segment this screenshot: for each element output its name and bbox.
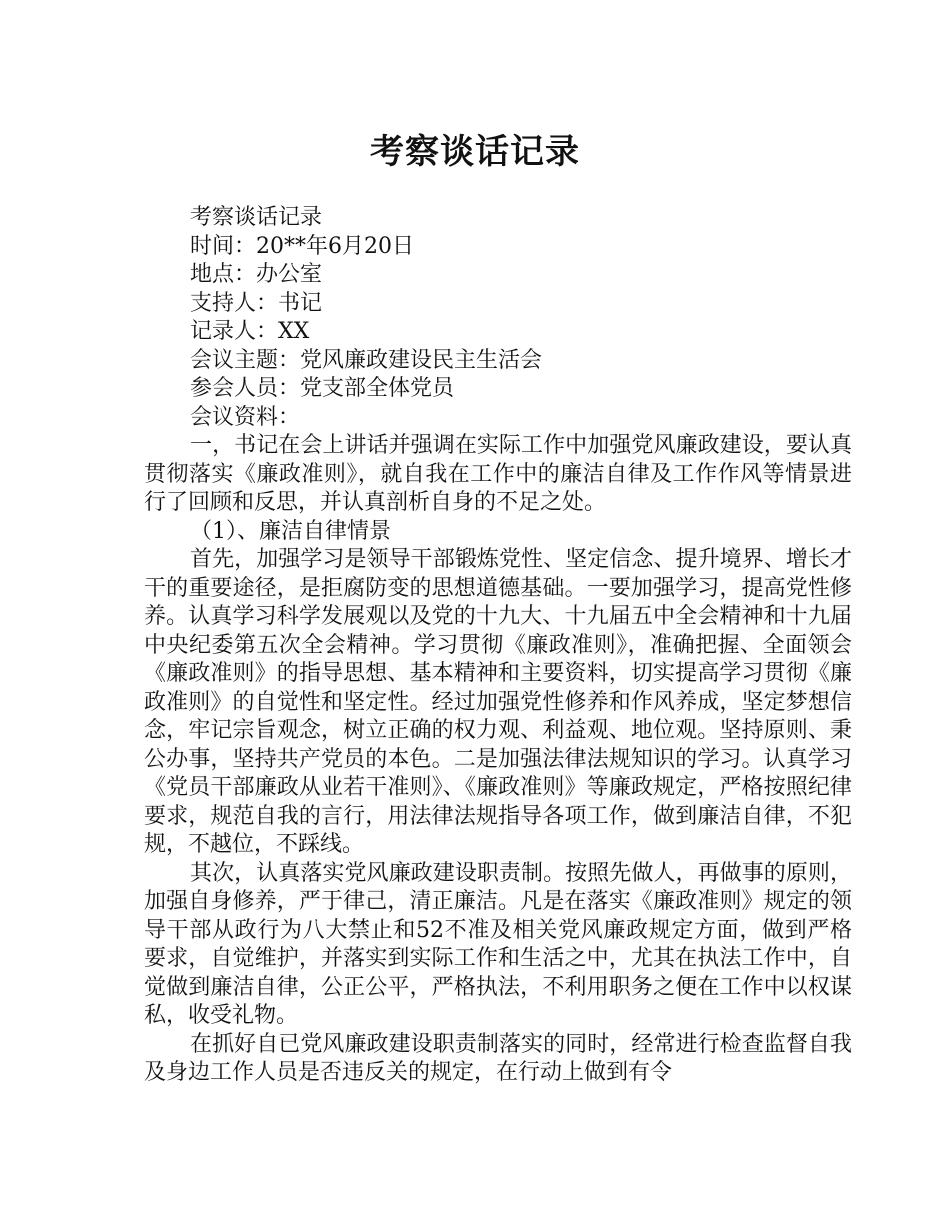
header-line-recorder: 记录人：XX <box>190 319 310 344</box>
header-line-heading: 考察谈话记录 <box>190 205 323 230</box>
header-line-materials: 会议资料： <box>190 404 301 430</box>
header-line-attendees: 参会人员：党支部全体党员 <box>190 376 455 401</box>
header-line-location: 地点：办公室 <box>190 262 323 287</box>
paragraph-1: 一，书记在会上讲话并强调在实际工作中加强党风廉政建设，要认真贯彻落实《廉政准则》，就自我在工作中的廉洁自律及工作作风等情景进行了回顾和反思，并认真剖析自身的不足之处。 <box>144 433 852 515</box>
paragraph-4: 在抓好自已党风廉政建设职责制落实的同时，经常进行检查监督自我及身边工作人员是否违反关的规定，在行动上做到有令 <box>144 1031 852 1085</box>
header-line-host: 支持人：书记 <box>190 290 323 316</box>
section-heading-self-discipline: （1）、廉洁自律情景 <box>190 518 391 544</box>
header-line-time: 时间：20**年6月20日 <box>190 233 414 259</box>
header-line-topic: 会议主题：党风廉政建设民主生活会 <box>190 347 543 373</box>
document-title: 考察谈话记录 <box>370 132 580 172</box>
paragraph-2: 首先，加强学习是领导干部锻炼党性、坚定信念、提升境界、增长才干的重要途径，是拒腐防变的思想道德基础。一要加强学习，提高党性修养。认真学习科学发展观以及党的十九大、十九届五中全会精神和十九届中央纪委第五次全会精神。学习贯彻《廉政准则》，准确把握、全面领会《廉政准则》的指导思想、基本精神和主要资料，切实提高学习贯彻《廉政准则》的自觉性和坚定性。经过加强党性修养和作风养成，坚定梦想信念，牢记宗旨观念，树立正确的权力观、利益观、地位观。坚持原则、秉公办事，坚持共产党员的本色。二是加强法律法规知识的学习。认真学习《党员干部廉政从业若干准则》、《廉政准则》等廉政规定，严格按照纪律要求，规范自我的言行，用法律法规指导各项工作，做到廉洁自律，不犯规，不越位，不踩线。 <box>144 547 852 857</box>
document-body <box>144 204 852 1088</box>
paragraph-3: 其次，认真落实党风廉政建设职责制。按照先做人，再做事的原则，加强自身修养，严于律己，清正廉洁。凡是在落实《廉政准则》规定的领导干部从政行为八大禁止和52不准及相关党风廉政规定方面，做到严格要求，自觉维护，并落实到实际工作和生活之中，尤其在执法工作中，自觉做到廉洁自律，公正公平，严格执法，不利用职务之便在工作中以权谋私，收受礼物。 <box>144 860 852 1028</box>
